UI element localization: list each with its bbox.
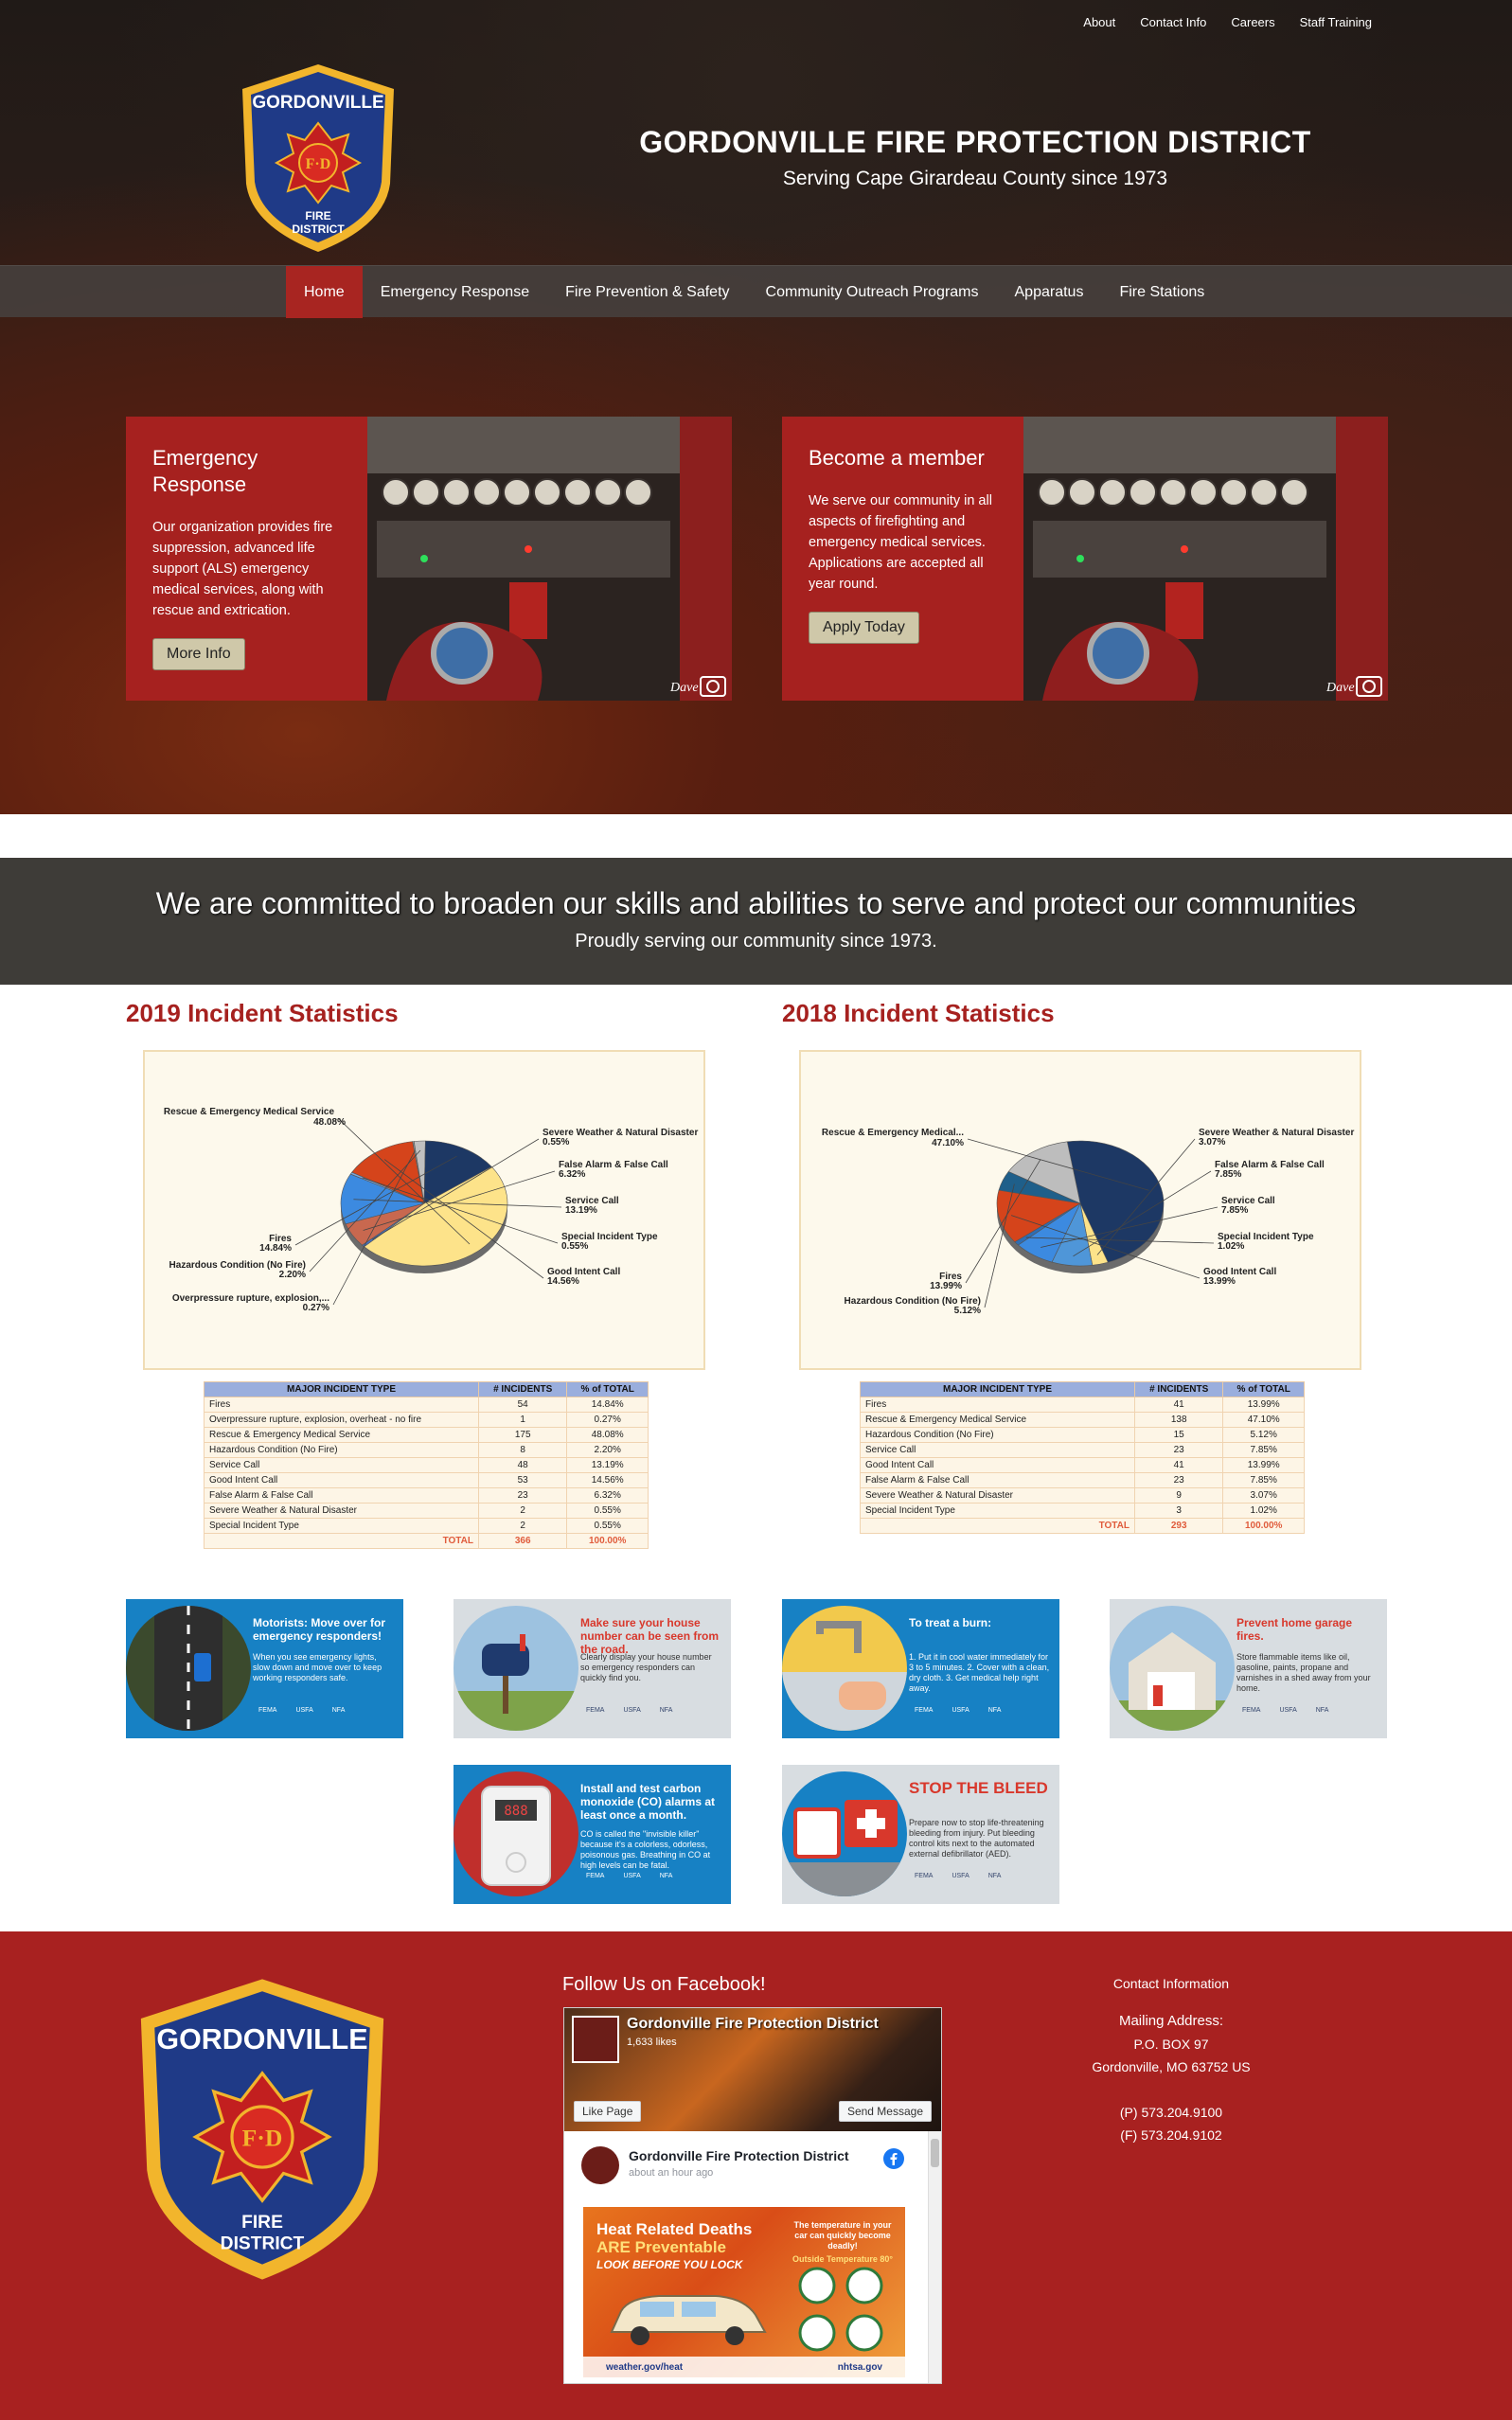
card-body: CO is called the "invisible killer" because it's a colorless, odorless, poisonous gas. Breathing in CO at high levels can be fatal. <box>580 1829 711 1870</box>
facebook-like-button[interactable] <box>574 2101 641 2122</box>
table-cell: 3 <box>1135 1504 1223 1519</box>
card-title: Prevent home garage fires. <box>1236 1616 1353 1643</box>
district-logo-large <box>125 1973 400 2286</box>
fema-logo: FEMA <box>586 1707 605 1714</box>
table-row <box>861 1397 1305 1413</box>
card-body: Store flammable items like oil, gasoline, paints, propane and varnishes in a shed away from your home. <box>1236 1652 1371 1693</box>
table-row <box>205 1488 649 1504</box>
table-cell: 23 <box>1135 1443 1223 1458</box>
maltese-cross-icon <box>196 2073 329 2201</box>
fema-logo: FEMA <box>1242 1707 1261 1714</box>
table-cell: 7.85% <box>1223 1473 1305 1488</box>
pie-label: Rescue & Emergency Medical... <box>821 1128 964 1138</box>
mailing-label: Mailing Address: <box>1118 2013 1224 2029</box>
pie-value-label: 7.85% <box>1221 1205 1249 1216</box>
table-total-cell: 366 <box>479 1534 567 1549</box>
nfa-logo: NFA <box>331 1707 346 1714</box>
table-cell: 5.12% <box>1223 1428 1305 1443</box>
table-cell: 6.32% <box>567 1488 649 1504</box>
stats-2018-heading: 2018 Incident Statistics <box>782 999 1055 1027</box>
pie-label: Service Call <box>565 1196 619 1206</box>
table-cell: Good Intent Call <box>861 1458 1135 1473</box>
table-cell: 15 <box>1135 1428 1223 1443</box>
pie-label: Overpressure rupture, explosion,... <box>171 1293 329 1304</box>
table-cell: 54 <box>479 1397 567 1413</box>
pie-label: Service Call <box>1221 1196 1275 1206</box>
usfa-logo: USFA <box>1279 1707 1297 1714</box>
nav-apparatus[interactable]: Apparatus <box>1014 284 1084 300</box>
table-cell: 53 <box>479 1473 567 1488</box>
table-cell: 2.20% <box>567 1443 649 1458</box>
top-link-staff-training[interactable]: Staff Training <box>1299 15 1372 29</box>
table-header: % of TOTAL <box>567 1382 649 1397</box>
table-cell: Good Intent Call <box>205 1473 479 1488</box>
card-body: When you see emergency lights, slow down and move over to keep working responders safe. <box>253 1652 382 1682</box>
promo-body: We serve our community in all aspects of firefighting and emergency medical services. Applications are accepted all year round. <box>809 493 992 592</box>
table-cell: Service Call <box>205 1458 479 1473</box>
table-cell: 13.99% <box>1223 1458 1305 1473</box>
table-row <box>205 1413 649 1428</box>
table-cell: 7.85% <box>1223 1443 1305 1458</box>
nav-home[interactable]: Home <box>286 266 363 318</box>
logo-bottom-text-1: FIRE <box>241 2213 283 2233</box>
contact-heading: Contact Information <box>1112 1976 1230 1991</box>
pie-value-label: 1.02% <box>1218 1241 1245 1252</box>
table-cell: 2 <box>479 1504 567 1519</box>
safety-card-stop-the-bleed[interactable] <box>782 1765 1059 1904</box>
table-cell: Fires <box>861 1397 1135 1413</box>
promo-card-become-member <box>782 417 1388 701</box>
facebook-heading: Follow Us on Facebook! <box>562 1974 766 1995</box>
pie-chart-2018-svg <box>801 1052 1360 1368</box>
fema-logo: FEMA <box>915 1873 934 1879</box>
table-total-cell: 293 <box>1135 1519 1223 1534</box>
pie-value-label: 5.12% <box>953 1306 981 1316</box>
table-cell: 1.02% <box>1223 1504 1305 1519</box>
nav-fire-prevention[interactable]: Fire Prevention & Safety <box>565 284 730 300</box>
logo-bottom-text-1: FIRE <box>305 209 331 222</box>
card-title: STOP THE BLEED <box>909 1779 1048 1797</box>
pie-chart-2019-svg <box>145 1052 703 1368</box>
usfa-logo: USFA <box>623 1707 641 1714</box>
table-cell: 47.10% <box>1223 1413 1305 1428</box>
address-line-2: Gordonville, MO 63752 US <box>1092 2059 1251 2074</box>
fema-logo: FEMA <box>915 1707 934 1714</box>
facebook-send-label: Send Message <box>846 2105 923 2118</box>
banner-title: We are committed to broaden our skills and abilities to serve and protect our communities <box>155 886 1357 920</box>
pie-value-label: 6.32% <box>559 1169 586 1180</box>
safety-card-co-alarm[interactable] <box>454 1765 731 1904</box>
facebook-likes: 1,633 likes <box>627 2037 677 2048</box>
pie-chart-2018 <box>799 1050 1361 1370</box>
table-cell: 1 <box>479 1413 567 1428</box>
table-total-row <box>205 1534 649 1549</box>
post-side-text-2: Outside Temperature 80° <box>792 2254 893 2264</box>
table-cell: 0.27% <box>567 1413 649 1428</box>
table-cell: 23 <box>479 1488 567 1504</box>
table-cell: 0.55% <box>567 1519 649 1534</box>
pie-value-label: 13.99% <box>1203 1276 1236 1287</box>
facebook-like-label: Like Page <box>582 2105 633 2118</box>
safety-card-move-over[interactable] <box>126 1599 403 1738</box>
pie-value-label: 13.19% <box>565 1205 597 1216</box>
post-author[interactable]: Gordonville Fire Protection District <box>629 2148 849 2163</box>
mailbox-icon <box>454 1606 578 1731</box>
table-row <box>861 1458 1305 1473</box>
co-alarm-icon <box>454 1771 578 1896</box>
table-cell: Rescue & Emergency Medical Service <box>205 1428 479 1443</box>
promo-card-emergency-response <box>126 417 732 701</box>
garage-icon <box>1110 1606 1235 1731</box>
safety-card-house-number[interactable] <box>454 1599 731 1738</box>
faucet-icon <box>782 1606 907 1731</box>
fire-truck-pump-panel-image <box>1023 417 1388 701</box>
table-total-cell: 100.00% <box>567 1534 649 1549</box>
table-cell: 13.19% <box>567 1458 649 1473</box>
table-cell: Special Incident Type <box>205 1519 479 1534</box>
top-link-about[interactable]: About <box>1083 15 1116 29</box>
post-footer-nhtsa: nhtsa.gov <box>837 2361 882 2373</box>
apply-today-button[interactable]: Apply Today <box>809 612 919 644</box>
table-cell: Severe Weather & Natural Disaster <box>861 1488 1135 1504</box>
card-title: Install and test carbon monoxide (CO) alarms at least once a month. <box>580 1782 716 1822</box>
post-headline-3: LOOK BEFORE YOU LOCK <box>596 2258 743 2271</box>
table-header: MAJOR INCIDENT TYPE <box>205 1382 479 1397</box>
pie-value-label: 0.55% <box>561 1241 589 1252</box>
nfa-logo: NFA <box>659 1707 673 1714</box>
table-header: % of TOTAL <box>1223 1382 1305 1397</box>
logo-center-text: F·D <box>241 2124 283 2152</box>
district-logo[interactable] <box>233 61 403 256</box>
table-cell: Special Incident Type <box>861 1504 1135 1519</box>
pie-value-label: 0.55% <box>543 1137 570 1148</box>
table-cell: 138 <box>1135 1413 1223 1428</box>
logo-bottom-text-2: DISTRICT <box>292 222 345 236</box>
nfa-logo: NFA <box>987 1707 1002 1714</box>
fax-number: (F) 573.204.9102 <box>1120 2127 1222 2143</box>
safety-card-garage-fires[interactable] <box>1110 1599 1387 1738</box>
photo-credit: Dave <box>670 681 699 695</box>
commitment-banner <box>0 858 1512 985</box>
scrollbar-thumb[interactable] <box>931 2139 939 2167</box>
pie-value-label: 47.10% <box>932 1138 964 1148</box>
logo-top-text: GORDONVILLE <box>156 2023 368 2056</box>
table-cell: Overpressure rupture, explosion, overheat - no fire <box>205 1413 479 1428</box>
stats-2018-table <box>860 1381 1305 1534</box>
phone-number[interactable]: (P) 573.204.9100 <box>1119 2105 1223 2120</box>
usfa-logo: USFA <box>952 1873 969 1879</box>
table-total-cell: TOTAL <box>861 1519 1135 1534</box>
table-row <box>205 1473 649 1488</box>
usfa-logo: USFA <box>952 1707 969 1714</box>
more-info-button[interactable]: More Info <box>152 638 245 670</box>
table-row <box>861 1443 1305 1458</box>
post-footer-weather: weather.gov/heat <box>606 2361 684 2373</box>
pie-label: Rescue & Emergency Medical Service <box>163 1107 334 1117</box>
pie-label: Good Intent Call <box>1203 1267 1277 1277</box>
fire-truck-pump-panel-image <box>367 417 732 701</box>
pie-label: Hazardous Condition (No Fire) <box>844 1296 981 1307</box>
pie-label: Special Incident Type <box>1218 1232 1314 1242</box>
card-title: Motorists: Move over for emergency responders! <box>253 1616 386 1643</box>
pie-label: Fires <box>939 1272 962 1282</box>
facebook-icon[interactable] <box>883 2148 904 2169</box>
table-header: MAJOR INCIDENT TYPE <box>861 1382 1135 1397</box>
pie-value-label: 7.85% <box>1215 1169 1242 1180</box>
pie-label: Severe Weather & Natural Disaster <box>1199 1128 1355 1138</box>
table-cell: 48.08% <box>567 1428 649 1443</box>
pie-value-label: 3.07% <box>1199 1137 1226 1148</box>
contact-info <box>1076 1972 1266 2146</box>
table-cell: 14.84% <box>567 1397 649 1413</box>
top-link-careers[interactable]: Careers <box>1231 15 1275 29</box>
table-header: # INCIDENTS <box>479 1382 567 1397</box>
post-headline-1: Heat Related Deaths <box>596 2220 753 2238</box>
nfa-logo: NFA <box>987 1873 1002 1879</box>
top-link-contact[interactable]: Contact Info <box>1140 15 1207 29</box>
table-row <box>861 1428 1305 1443</box>
table-row <box>205 1443 649 1458</box>
table-cell: False Alarm & False Call <box>861 1473 1135 1488</box>
logo-center-text: F·D <box>305 156 331 172</box>
table-row <box>205 1428 649 1443</box>
footer <box>0 1931 1512 2420</box>
table-cell: 41 <box>1135 1458 1223 1473</box>
table-cell: Fires <box>205 1397 479 1413</box>
post-avatar[interactable] <box>581 2146 619 2184</box>
pie-label: Good Intent Call <box>547 1267 621 1277</box>
post-side-text: The temperature in your car can quickly become deadly! <box>793 2220 892 2251</box>
table-total-cell: 100.00% <box>1223 1519 1305 1534</box>
table-row <box>861 1488 1305 1504</box>
table-cell: False Alarm & False Call <box>205 1488 479 1504</box>
usfa-logo: USFA <box>623 1873 641 1879</box>
facebook-widget-scrollbar[interactable] <box>928 2131 941 2384</box>
banner-subtitle: Proudly serving our community since 1973. <box>575 931 937 952</box>
card-title: Make sure your house number can be seen from the road. <box>580 1616 720 1656</box>
table-row <box>205 1397 649 1413</box>
table-cell: 8 <box>479 1443 567 1458</box>
table-row <box>205 1458 649 1473</box>
pie-value-label: 14.56% <box>547 1276 579 1287</box>
promo-body: Our organization provides fire suppression, advanced life support (ALS) emergency medical services, along with rescue and extrication. <box>152 520 333 618</box>
safety-card-treat-burn[interactable] <box>782 1599 1059 1738</box>
thermometer-gauges-icon <box>793 2262 888 2357</box>
stats-2019-heading: 2019 Incident Statistics <box>126 999 399 1027</box>
table-cell: 13.99% <box>1223 1397 1305 1413</box>
table-cell: 0.55% <box>567 1504 649 1519</box>
pie-label: False Alarm & False Call <box>1215 1160 1325 1170</box>
table-cell: 41 <box>1135 1397 1223 1413</box>
table-cell: 2 <box>479 1519 567 1534</box>
table-cell: 14.56% <box>567 1473 649 1488</box>
car-illustration <box>602 2285 773 2351</box>
table-header: # INCIDENTS <box>1135 1382 1223 1397</box>
highway-icon <box>126 1606 251 1731</box>
table-row <box>861 1504 1305 1519</box>
site-title: GORDONVILLE FIRE PROTECTION DISTRICT <box>639 125 1311 159</box>
table-cell: Hazardous Condition (No Fire) <box>205 1443 479 1458</box>
table-row <box>205 1519 649 1534</box>
facebook-send-message-button[interactable] <box>839 2101 932 2122</box>
card-body: Clearly display your house number so emergency responders can quickly find you. <box>580 1652 712 1682</box>
facebook-cover-image <box>564 2008 941 2131</box>
table-cell: Severe Weather & Natural Disaster <box>205 1504 479 1519</box>
logo-bottom-text-2: DISTRICT <box>220 2233 305 2254</box>
facebook-page-avatar[interactable] <box>572 2016 619 2063</box>
pie-value-label: 2.20% <box>278 1270 306 1280</box>
pie-label: Special Incident Type <box>561 1232 658 1242</box>
pie-value-label: 0.27% <box>302 1303 329 1313</box>
promo-title: Become a member <box>809 446 985 470</box>
address-line-1: P.O. BOX 97 <box>1133 2037 1209 2052</box>
fema-logo: FEMA <box>258 1707 277 1714</box>
usfa-logo: USFA <box>295 1707 313 1714</box>
logo-top-text: GORDONVILLE <box>252 93 384 113</box>
facebook-page-name[interactable]: Gordonville Fire Protection District <box>627 2016 879 2032</box>
facebook-widget <box>563 2007 942 2384</box>
card-body: Prepare now to stop life-threatening bleeding from injury. Put bleeding control kits next to the automated external defibrillator (AED). <box>909 1818 1044 1859</box>
pie-label: Fires <box>269 1234 292 1244</box>
table-cell: 23 <box>1135 1473 1223 1488</box>
pie-label: False Alarm & False Call <box>559 1160 668 1170</box>
pie-value-label: 14.84% <box>259 1243 292 1254</box>
card-body: 1. Put it in cool water immediately for 3 to 5 minutes. 2. Cover with a clean, dry cloth. 3. Get medical help right away. <box>909 1652 1050 1693</box>
table-cell: Service Call <box>861 1443 1135 1458</box>
main-nav <box>0 265 1512 317</box>
table-cell: Hazardous Condition (No Fire) <box>861 1428 1135 1443</box>
post-image-heat-deaths[interactable] <box>583 2207 905 2377</box>
stats-2019-table <box>204 1381 649 1549</box>
nfa-logo: NFA <box>1315 1707 1329 1714</box>
table-row <box>861 1413 1305 1428</box>
pie-label: Severe Weather & Natural Disaster <box>543 1128 699 1138</box>
pie-value-label: 48.08% <box>313 1117 346 1128</box>
pie-chart-2019 <box>143 1050 705 1370</box>
hero-section <box>0 0 1512 814</box>
maltese-cross-icon <box>276 123 360 203</box>
table-cell: 175 <box>479 1428 567 1443</box>
nfa-logo: NFA <box>659 1873 673 1879</box>
card-title: To treat a burn: <box>909 1616 992 1629</box>
site-tagline: Serving Cape Girardeau County since 1973 <box>782 168 1168 189</box>
fema-logo: FEMA <box>586 1873 605 1879</box>
post-time[interactable]: about an hour ago <box>629 2167 714 2179</box>
table-total-cell: TOTAL <box>205 1534 479 1549</box>
table-cell: Rescue & Emergency Medical Service <box>861 1413 1135 1428</box>
svg-text:888: 888 <box>504 1804 528 1819</box>
photo-credit: Dave <box>1326 681 1355 695</box>
post-headline-2: ARE Preventable <box>596 2238 726 2256</box>
table-row <box>861 1473 1305 1488</box>
table-row <box>205 1504 649 1519</box>
table-total-row <box>861 1519 1305 1534</box>
nav-fire-stations[interactable]: Fire Stations <box>1119 284 1205 300</box>
top-links <box>1083 15 1372 29</box>
promo-title: Emergency Response <box>152 446 258 496</box>
table-cell: 3.07% <box>1223 1488 1305 1504</box>
table-cell: 9 <box>1135 1488 1223 1504</box>
nav-emergency-response[interactable]: Emergency Response <box>380 284 530 300</box>
pie-value-label: 13.99% <box>930 1281 962 1291</box>
table-cell: 48 <box>479 1458 567 1473</box>
pie-label: Hazardous Condition (No Fire) <box>169 1260 306 1271</box>
first-aid-kit-icon <box>782 1771 907 1896</box>
nav-community-outreach[interactable]: Community Outreach Programs <box>765 284 979 300</box>
